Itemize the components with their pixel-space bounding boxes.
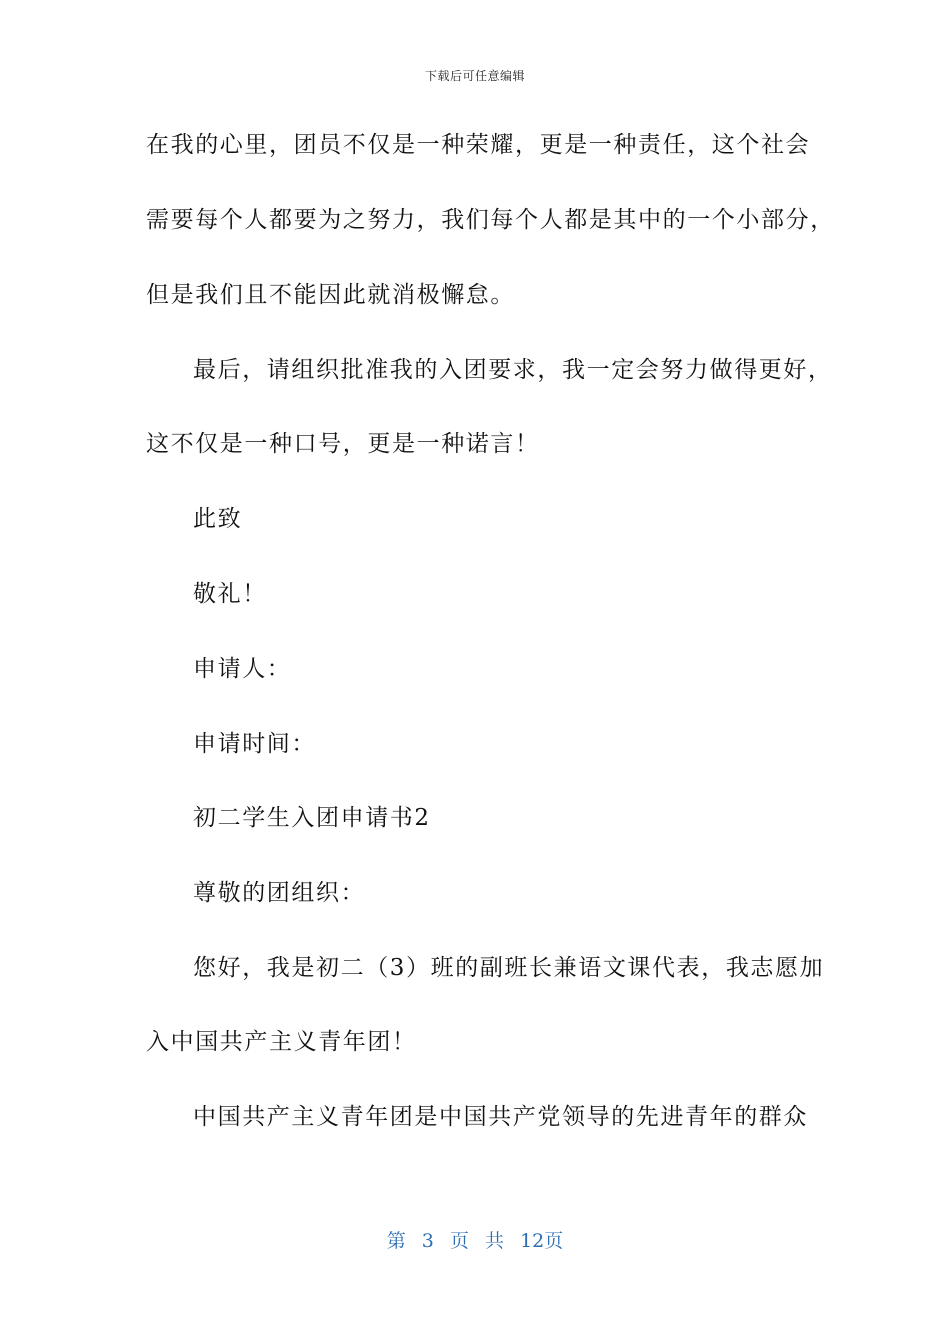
body-line: 但是我们且不能因此就消极懈怠。 xyxy=(146,282,515,308)
body-line: 最后，请组织批准我的入团要求，我一定会努力做得更好， xyxy=(193,357,833,383)
footer-page-word: 页 xyxy=(449,1230,469,1252)
body-line: 此致 xyxy=(193,506,243,532)
body-line: 在我的心里，团员不仅是一种荣耀，更是一种责任，这个社会 xyxy=(146,132,811,158)
body-line: 您好，我是初二（3）班的副班长兼语文课代表，我志愿加 xyxy=(193,955,825,981)
page-footer xyxy=(0,1226,950,1253)
body-line: 中国共产主义青年团是中国共产党领导的先进青年的群众 xyxy=(193,1104,808,1130)
footer-current-page: 3 xyxy=(421,1230,434,1252)
page-header-note: 下载后可任意编辑 xyxy=(424,69,525,83)
body-line: 申请时间： xyxy=(193,731,316,757)
footer-total-word: 共 xyxy=(485,1230,505,1252)
footer-prefix: 第 xyxy=(386,1230,406,1252)
body-line: 敬礼！ xyxy=(193,581,267,607)
body-line: 初二学生入团申请书2 xyxy=(193,805,431,831)
body-line: 需要每个人都要为之努力，我们每个人都是其中的一个小部分， xyxy=(146,207,835,233)
body-line: 尊敬的团组织： xyxy=(193,880,366,906)
body-line: 这不仅是一种口号，更是一种诺言！ xyxy=(146,431,540,457)
body-line: 入中国共产主义青年团！ xyxy=(146,1029,417,1055)
footer-total-pages: 12页 xyxy=(520,1230,564,1252)
body-line: 申请人： xyxy=(193,656,292,682)
